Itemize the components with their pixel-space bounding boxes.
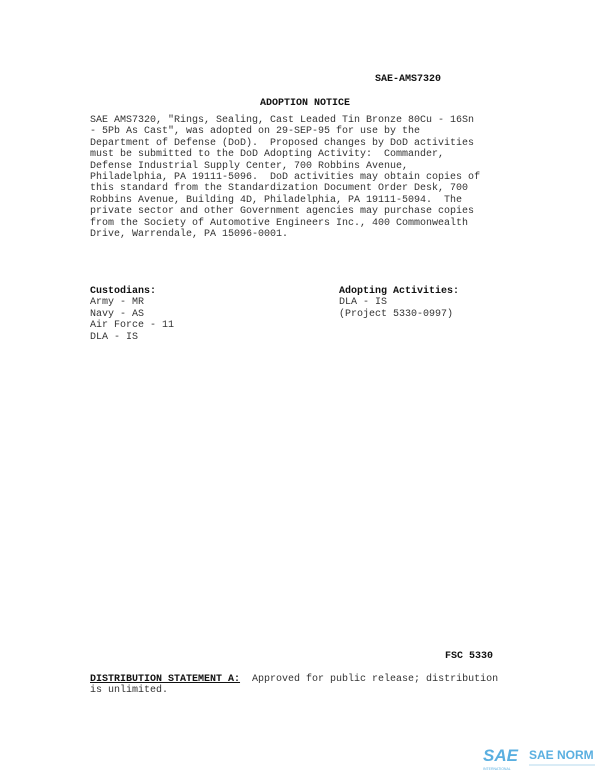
svg-text:INTERNATIONAL: INTERNATIONAL: [483, 767, 511, 771]
distribution-statement: [90, 674, 498, 697]
sae-mark: SAE: [483, 746, 518, 765]
adopting-item: DLA - IS: [339, 297, 388, 309]
adopting-heading: Adopting Activities:: [339, 286, 460, 297]
body-line: Robbins Avenue, Building 4D, Philadelphia, PA 19111-5094. The: [90, 194, 463, 206]
custodian-item: Army - MR: [90, 297, 145, 309]
custodian-item: DLA - IS: [90, 331, 139, 343]
page-title: ADOPTION NOTICE: [260, 98, 351, 109]
body-line: Defense Industrial Supply Center, 700 Robbins Avenue,: [90, 160, 409, 172]
sae-norm-logo: [483, 742, 597, 772]
distribution-label: DISTRIBUTION STATEMENT A:: [90, 674, 241, 685]
distribution-text: Approved for public release; distribution: [240, 674, 499, 685]
body-line: Drive, Warrendale, PA 15096-0001.: [90, 228, 289, 240]
body-line: private sector and other Government agencies may purchase copies: [90, 206, 475, 218]
distribution-text-2: is unlimited.: [90, 685, 169, 697]
custodian-item: Navy - AS: [90, 308, 145, 320]
body-line: - 5Pb As Cast", was adopted on 29-SEP-95 for use by the: [90, 126, 421, 138]
adopting-activities-list: [339, 286, 459, 320]
body-line: this standard from the Standardization Document Order Desk, 700: [90, 183, 469, 195]
adoption-notice-body: [90, 115, 480, 240]
custodian-item: Air Force - 11: [90, 320, 175, 332]
sae-norm-text: SAE NORM: [529, 748, 594, 762]
document-id: SAE-AMS7320: [375, 74, 442, 85]
custodians-list: [90, 286, 174, 343]
custodians-heading: Custodians:: [90, 286, 157, 297]
body-line: must be submitted to the DoD Adopting Activity: Commander,: [90, 149, 445, 161]
body-line: Department of Defense (DoD). Proposed changes by DoD activities: [90, 137, 475, 149]
fsc-code: FSC 5330: [445, 651, 494, 662]
body-line: Philadelphia, PA 19111-5096. DoD activities may obtain copies of: [90, 171, 481, 183]
body-line: from the Society of Automotive Engineers Inc., 400 Commonwealth: [90, 217, 469, 229]
adopting-item: (Project 5330-0997): [339, 308, 454, 320]
body-line: SAE AMS7320, "Rings, Sealing, Cast Leaded Tin Bronze 80Cu - 16Sn: [90, 115, 475, 126]
